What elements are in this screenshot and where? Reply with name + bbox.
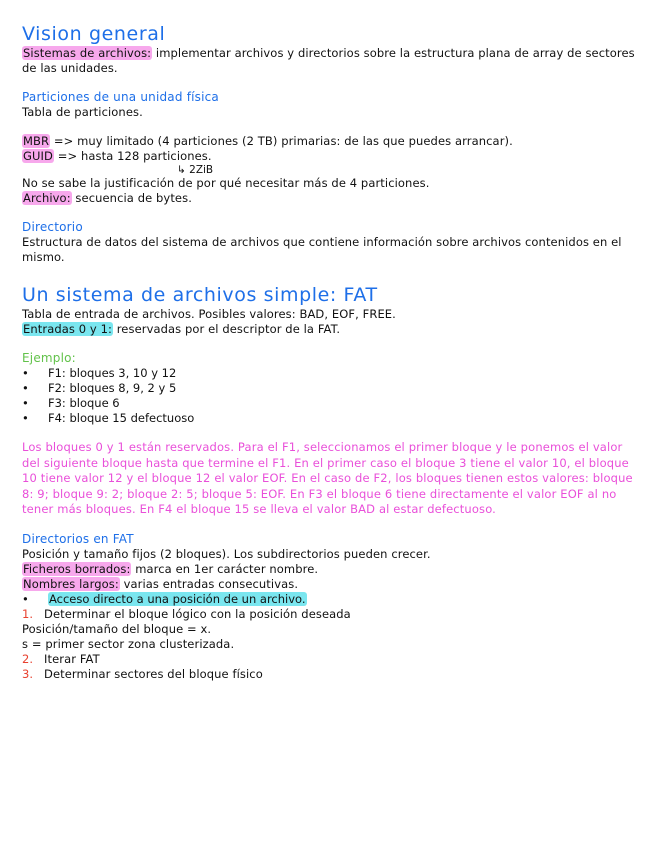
borrados-text: marca en 1er carácter nombre. (131, 561, 319, 576)
mbr-line (22, 134, 638, 149)
step-number: 2. (22, 651, 34, 666)
posicion-text: Posición y tamaño fijos (2 bloques). Los subdirectorios pueden crecer. (22, 546, 431, 561)
step-3 (22, 667, 638, 682)
particiones-text: Tabla de particiones. (22, 105, 143, 119)
step-1 (22, 607, 638, 622)
term-sistemas-archivos: Sistemas de archivos: (23, 46, 152, 60)
heading-directorio: Directorio (22, 220, 83, 234)
step-text: Determinar el bloque lógico con la posición deseada (44, 606, 351, 621)
list-item: • F2: bloques 8, 9, 2 y 5 (22, 381, 638, 396)
archivo-text: secuencia de bytes. (71, 191, 192, 205)
entradas-text: reservadas por el descriptor de la FAT. (112, 322, 341, 336)
list-item: • F4: bloque 15 defectuoso (22, 411, 638, 426)
guid-text: => hasta 128 particiones. (53, 149, 212, 163)
step-text: Determinar sectores del bloque físico (44, 666, 263, 681)
directorio-text: Estructura de datos del sistema de archivos que contiene información sobre archivos contenidos en el mismo. (22, 235, 622, 264)
formula-2: s = primer sector zona clusterizada. (22, 636, 235, 651)
borrados-line (22, 562, 638, 577)
term-ficheros-borrados: Ficheros borrados: (23, 561, 131, 576)
list-item (22, 592, 638, 607)
term-nombres-largos: Nombres largos: (23, 576, 119, 591)
guid-line (22, 149, 638, 164)
formula-1: Posición/tamaño del bloque = x. (22, 621, 212, 636)
term-guid: GUID (23, 149, 53, 163)
term-entradas: Entradas 0 y 1: (23, 322, 112, 336)
entradas-line (22, 322, 638, 337)
list-item: • F1: bloques 3, 10 y 12 (22, 366, 638, 381)
heading-directorios-fat: Directorios en FAT (22, 531, 134, 546)
mbr-text: => muy limitado (4 particiones (2 TB) primarias: de las que puedes arrancar). (50, 134, 513, 148)
intro-text: implementar archivos y directorios sobre la estructura plana de array de sectores de las unidades. (22, 46, 635, 75)
section-title-vision-general: Vision general (22, 23, 166, 45)
heading-particiones: Particiones de una unidad física (22, 90, 219, 104)
acceso-list (22, 592, 638, 607)
term-mbr: MBR (23, 134, 50, 148)
heading-ejemplo: Ejemplo: (22, 351, 76, 365)
justificacion-text: No se sabe la justificación de por qué necesitar más de 4 particiones. (22, 176, 430, 190)
step-text: Iterar FAT (44, 651, 100, 666)
archivo-line (22, 191, 638, 206)
term-archivo: Archivo: (23, 191, 71, 205)
largos-text: varias entradas consecutivas. (119, 576, 299, 591)
ejemplo-list (22, 366, 638, 426)
tabla-text: Tabla de entrada de archivos. Posibles valores: BAD, EOF, FREE. (22, 307, 396, 321)
step-2 (22, 652, 638, 667)
step-number: 1. (22, 606, 34, 621)
section-title-fat: Un sistema de archivos simple: FAT (22, 284, 378, 306)
intro-paragraph (22, 46, 638, 76)
acceso-text: Acceso directo a una posición de un archivo. (49, 591, 306, 606)
list-item: • F3: bloque 6 (22, 396, 638, 411)
step-number: 3. (22, 666, 34, 681)
largos-line (22, 577, 638, 592)
guid-sub: ↳ 2ZiB (177, 164, 214, 176)
fat-explanation: Los bloques 0 y 1 están reservados. Para el F1, seleccionamos el primer bloque y le ponemos el valor del siguiente bloque hasta que termine el F1. En el primer caso el bloque 3 tiene el valor 10, el bloque 10 tiene valor 12 y el bloque 12 el valor EOF. En el caso de F2, los bloques tienen estos valores: bloque 8: 9; bloque 9: 2; bloque 2: 5; bloque 5: EOF. En F3 el bloque 6 tiene directamente el valor EOF al no tener más bloques. En F4 el bloque 15 se lleva el valor BAD al estar defectuoso. (22, 440, 633, 516)
